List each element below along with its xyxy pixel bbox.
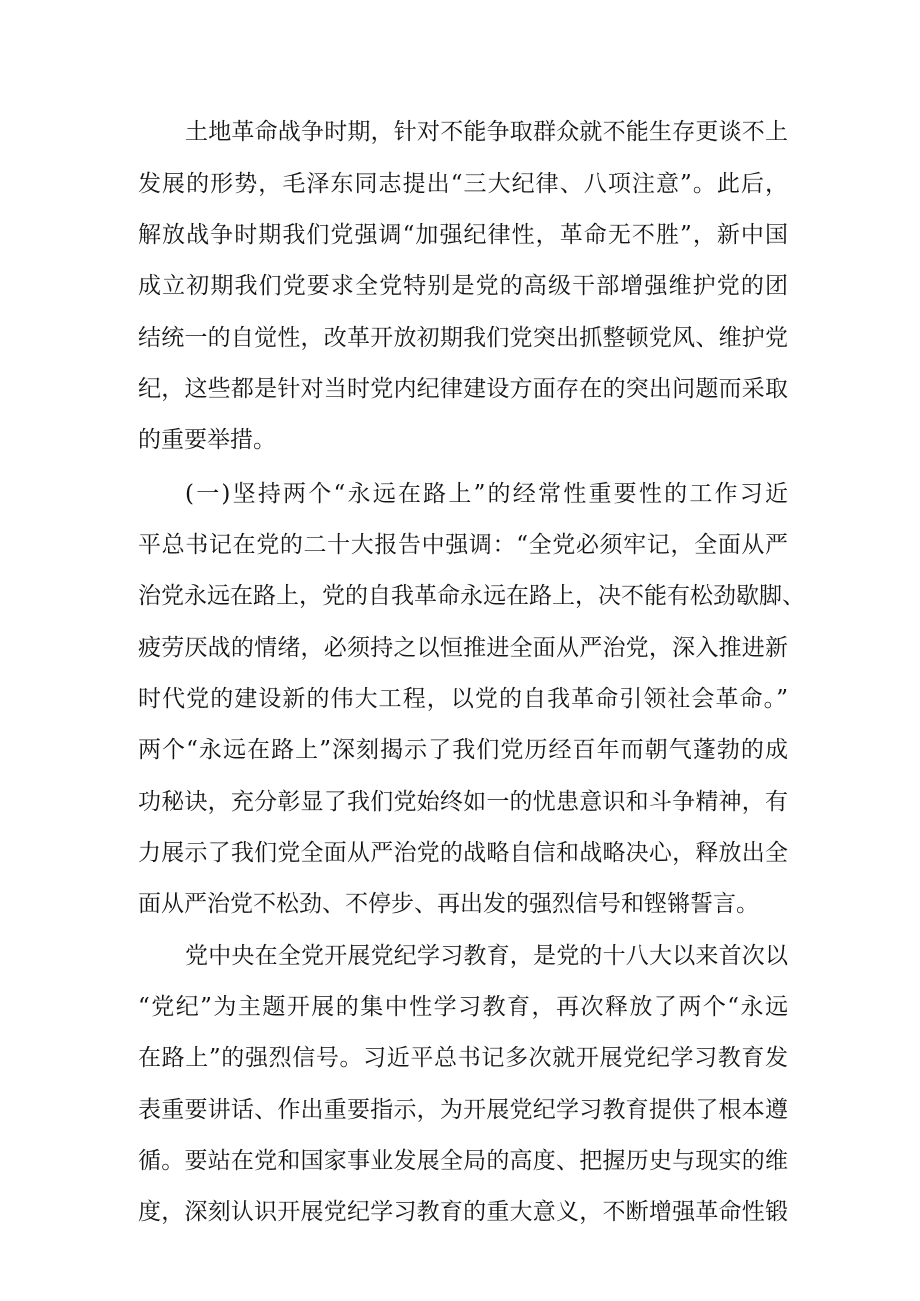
text-line-14: 功秘诀，充分彰显了我们党始终如一的忧患意识和斗争精神，有 [138,789,788,815]
text-line-9: 平总书记在党的二十大报告中强调：“全党必须牢记，全面从严 [138,532,788,558]
text-line-3: 解放战争时期我们党强调“加强纪律性，革命无不胜”，新中国 [138,222,788,248]
text-line-11: 疲劳厌战的情绪，必须持之以恒推进全面从严治党，深入推进新 [138,635,788,661]
text-line-21: 循。要站在党和国家事业发展全局的高度、把握历史与现实的维 [138,1148,788,1174]
text-line-5: 结统一的自觉性，改革开放初期我们党突出抓整顿党风、维护党 [138,325,788,351]
text-line-19: 在路上”的强烈信号。习近平总书记多次就开展党纪学习教育发 [138,1045,788,1071]
text-line-2: 发展的形势，毛泽东同志提出“三大纪律、八项注意”。此后， [138,171,788,197]
text-line-20: 表重要讲话、作出重要指示，为开展党纪学习教育提供了根本遵 [138,1097,788,1123]
text-line-6: 纪，这些都是针对当时党内纪律建设方面存在的突出问题而采取 [138,376,788,402]
text-line-1: 土地革命战争时期，针对不能争取群众就不能生存更谈不上 [185,119,788,145]
text-line-13: 两个“永远在路上”深刻揭示了我们党历经百年而朝气蓬勃的成 [138,737,788,763]
text-line-4: 成立初期我们党要求全党特别是党的高级干部增强维护党的团 [138,273,788,299]
text-line-12: 时代党的建设新的伟大工程，以党的自我革命引领社会革命。” [138,686,788,712]
text-line-18: “党纪”为主题开展的集中性学习教育，再次释放了两个“永远 [138,994,788,1020]
text-line-15: 力展示了我们党全面从严治党的战略自信和战略决心，释放出全 [138,840,788,866]
text-line-16: 面从严治党不松劲、不停步、再出发的强烈信号和铿锵誓言。 [138,891,759,917]
text-line-22: 度，深刻认识开展党纪学习教育的重大意义，不断增强革命性锻 [138,1199,788,1225]
section-heading-line: (一)坚持两个“永远在路上”的经常性重要性的工作习近 [185,481,788,507]
text-line-10: 治党永远在路上，党的自我革命永远在路上，决不能有松劲歇脚、 [138,583,805,609]
text-line-7: 的重要举措。 [138,427,276,453]
text-line-17: 党中央在全党开展党纪学习教育，是党的十八大以来首次以 [185,943,788,969]
